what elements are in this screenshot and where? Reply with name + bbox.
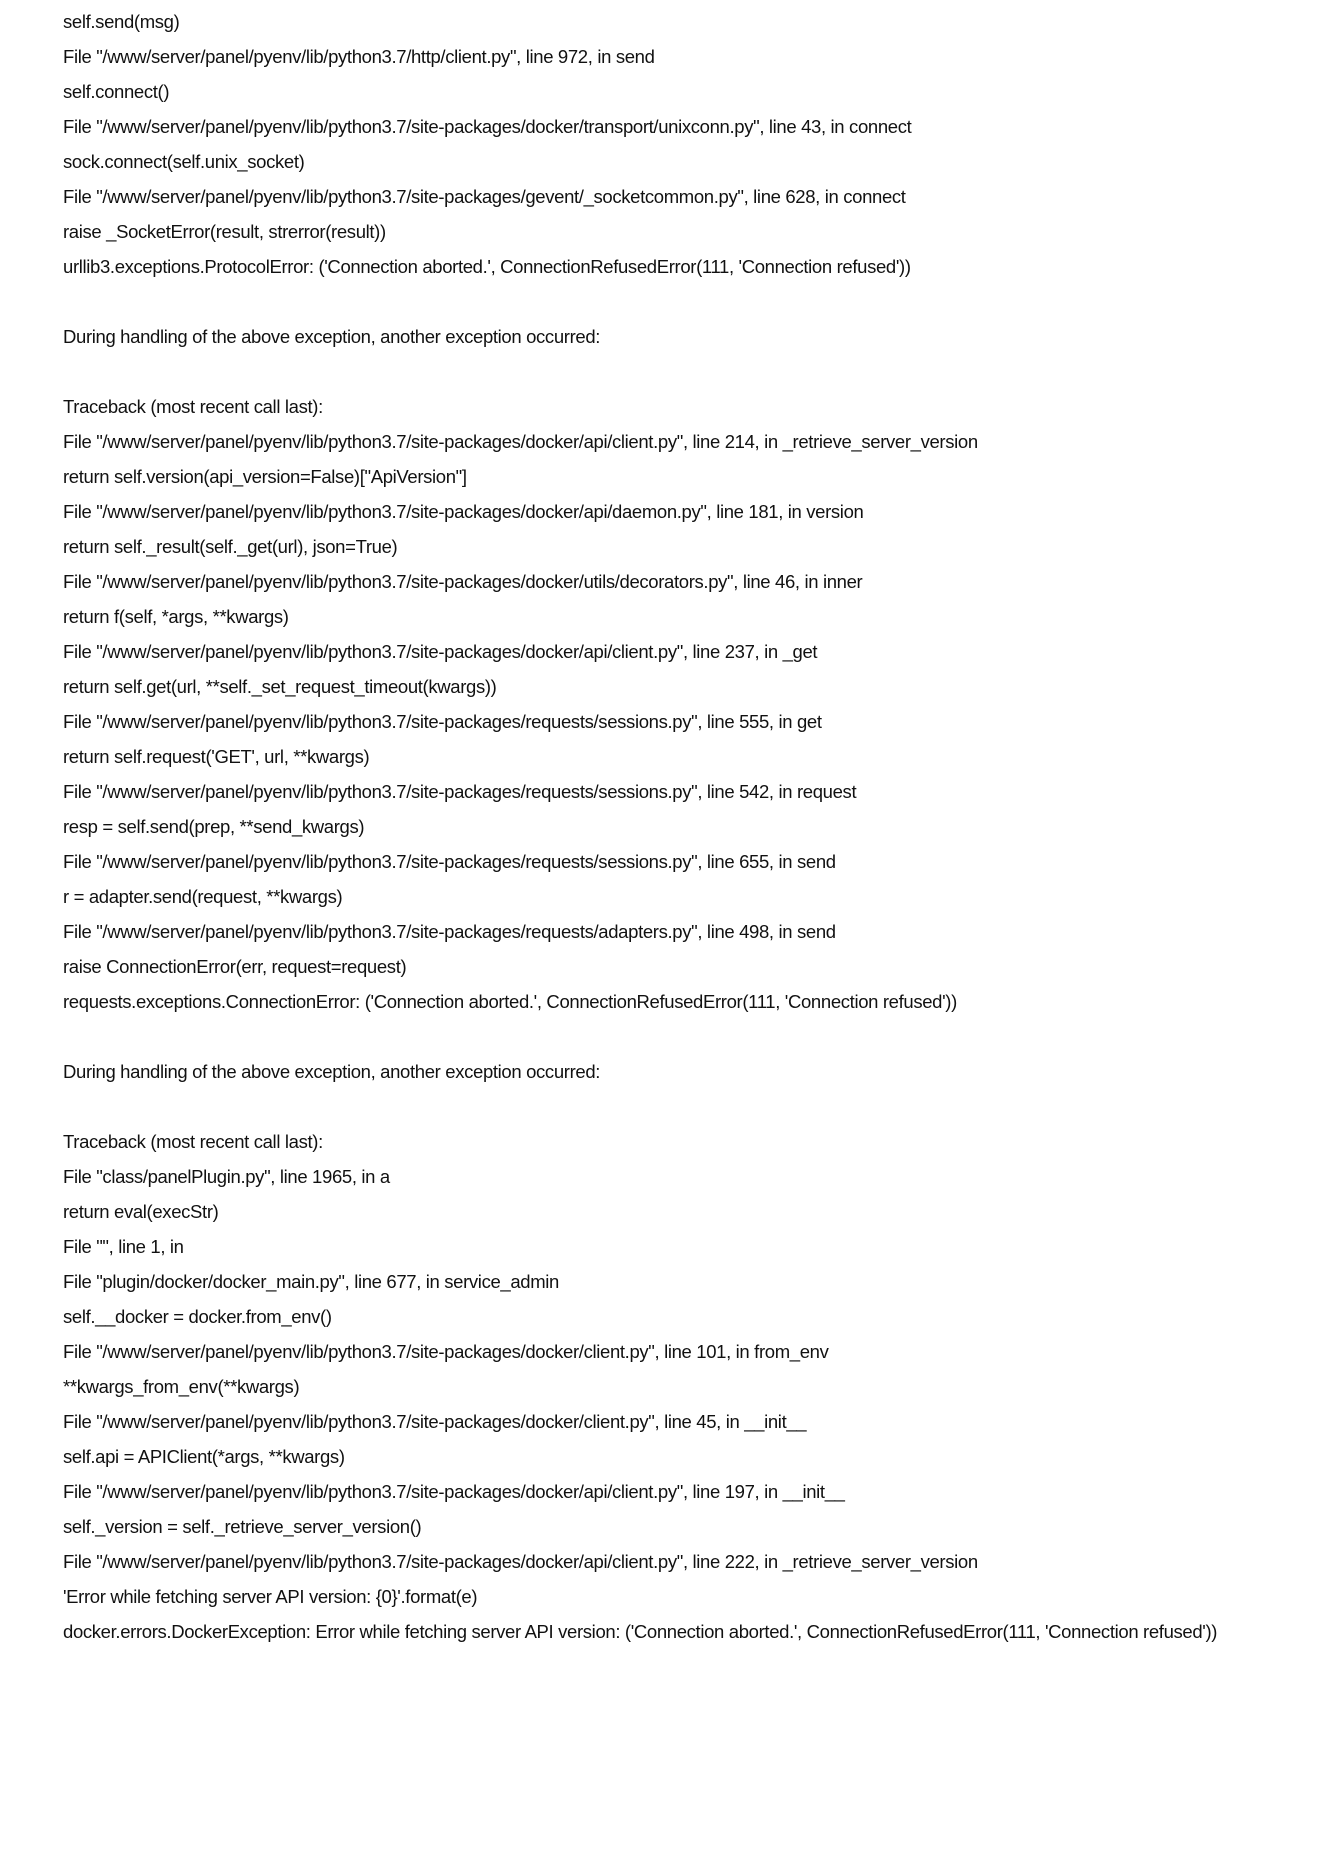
blank-line (63, 1019, 1313, 1054)
log-line: self.__docker = docker.from_env() (63, 1306, 332, 1327)
log-line: File "/www/server/panel/pyenv/lib/python3.7/site-packages/requests/sessions.py", line 655, in send (63, 851, 836, 872)
log-line: File "plugin/docker/docker_main.py", line 677, in service_admin (63, 1271, 559, 1292)
log-line: raise ConnectionError(err, request=request) (63, 956, 407, 977)
log-line: raise _SocketError(result, strerror(result)) (63, 221, 386, 242)
log-line: return self.get(url, **self._set_request_timeout(kwargs)) (63, 676, 497, 697)
traceback-heading: Traceback (most recent call last): (63, 1131, 323, 1152)
log-line: File "/www/server/panel/pyenv/lib/python3.7/site-packages/docker/utils/decorators.py", line 46, in inner (63, 571, 863, 592)
log-line: requests.exceptions.ConnectionError: ('Connection aborted.', ConnectionRefusedError(111, 'Connection refused')) (63, 991, 957, 1012)
log-line: return f(self, *args, **kwargs) (63, 606, 289, 627)
log-line: **kwargs_from_env(**kwargs) (63, 1376, 300, 1397)
log-line: File "/www/server/panel/pyenv/lib/python3.7/http/client.py", line 972, in send (63, 46, 655, 67)
log-line: File "/www/server/panel/pyenv/lib/python3.7/site-packages/docker/api/daemon.py", line 181, in version (63, 501, 864, 522)
log-line: resp = self.send(prep, **send_kwargs) (63, 816, 365, 837)
exception-separator: During handling of the above exception, another exception occurred: (63, 1061, 601, 1082)
log-line: File "/www/server/panel/pyenv/lib/python3.7/site-packages/docker/api/client.py", line 214, in _retrieve_server_version (63, 431, 978, 452)
log-line: File "/www/server/panel/pyenv/lib/python3.7/site-packages/requests/sessions.py", line 542, in request (63, 781, 857, 802)
log-line: 'Error while fetching server API version: {0}'.format(e) (63, 1586, 478, 1607)
traceback-log (63, 4, 1313, 1649)
log-line: File "/www/server/panel/pyenv/lib/python3.7/site-packages/requests/adapters.py", line 498, in send (63, 921, 836, 942)
log-line: self.connect() (63, 81, 170, 102)
log-line: File "/www/server/panel/pyenv/lib/python3.7/site-packages/requests/sessions.py", line 555, in get (63, 711, 822, 732)
log-line: File "/www/server/panel/pyenv/lib/python3.7/site-packages/docker/transport/unixconn.py", line 43, in connect (63, 116, 912, 137)
blank-line (63, 284, 1313, 319)
log-line: return eval(execStr) (63, 1201, 219, 1222)
traceback-heading: Traceback (most recent call last): (63, 396, 323, 417)
log-line: File "class/panelPlugin.py", line 1965, in a (63, 1166, 390, 1187)
log-line: File "", line 1, in (63, 1236, 184, 1257)
log-line: self.send(msg) (63, 11, 180, 32)
log-line: File "/www/server/panel/pyenv/lib/python3.7/site-packages/docker/api/client.py", line 222, in _retrieve_server_version (63, 1551, 978, 1572)
log-line: return self.version(api_version=False)["ApiVersion"] (63, 466, 467, 487)
log-line: File "/www/server/panel/pyenv/lib/python3.7/site-packages/docker/client.py", line 45, in __init__ (63, 1411, 807, 1432)
log-line: self.api = APIClient(*args, **kwargs) (63, 1446, 345, 1467)
exception-separator: During handling of the above exception, another exception occurred: (63, 326, 601, 347)
log-line: File "/www/server/panel/pyenv/lib/python3.7/site-packages/docker/api/client.py", line 197, in __init__ (63, 1481, 845, 1502)
blank-line (63, 354, 1313, 389)
log-line: File "/www/server/panel/pyenv/lib/python3.7/site-packages/gevent/_socketcommon.py", line 628, in connect (63, 186, 906, 207)
log-line: r = adapter.send(request, **kwargs) (63, 886, 343, 907)
log-line: return self._result(self._get(url), json=True) (63, 536, 398, 557)
log-line: sock.connect(self.unix_socket) (63, 151, 305, 172)
log-line: urllib3.exceptions.ProtocolError: ('Connection aborted.', ConnectionRefusedError(111, 'Connection refused')) (63, 256, 911, 277)
log-line: File "/www/server/panel/pyenv/lib/python3.7/site-packages/docker/client.py", line 101, in from_env (63, 1341, 829, 1362)
final-exception-line: docker.errors.DockerException: Error while fetching server API version: ('Connection aborted.', ConnectionRefusedError(111, 'Connection refused')) (63, 1621, 1218, 1642)
blank-line (63, 1089, 1313, 1124)
log-line: File "/www/server/panel/pyenv/lib/python3.7/site-packages/docker/api/client.py", line 237, in _get (63, 641, 818, 662)
log-line: return self.request('GET', url, **kwargs) (63, 746, 370, 767)
log-line: self._version = self._retrieve_server_version() (63, 1516, 422, 1537)
